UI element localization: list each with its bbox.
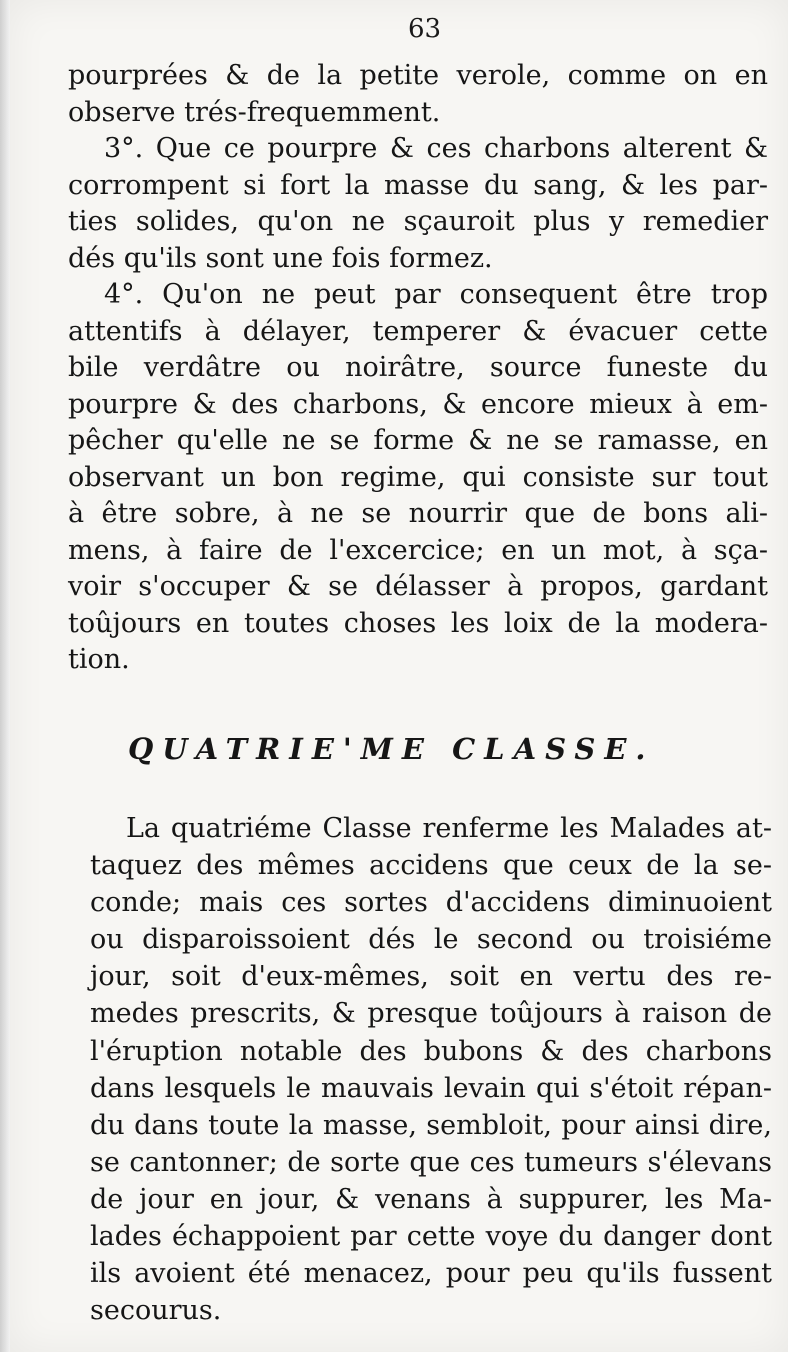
text-line: bile verdâtre ou noirâtre, source funeste du — [68, 352, 768, 383]
text-line: voir s'occuper & se délasser à propos, gardant — [68, 571, 768, 602]
section-heading: QUATRIE'ME CLASSE. — [128, 732, 655, 766]
text-line: pourprées & de la petite verole, comme on en — [68, 60, 768, 91]
text-line: taquez des mêmes accidens que ceux de la se- — [90, 850, 772, 882]
text-line: lades échappoient par cette voye du danger dont — [90, 1221, 772, 1253]
page-number: 63 — [408, 14, 442, 44]
text-line: à être sobre, à ne se nourrir que de bons ali- — [68, 498, 768, 529]
text-line: observe trés-frequemment. — [68, 96, 441, 128]
text-line: pourpre & des charbons, & encore mieux à em- — [68, 388, 768, 420]
text-line: 3°. Que ce pourpre & ces charbons alterent & — [104, 133, 768, 164]
text-line: tion. — [68, 644, 130, 675]
text-line: dés qu'ils sont une fois formez. — [68, 242, 493, 274]
text-line: toûjours en toutes choses les loix de la modera- — [68, 607, 768, 639]
text-line: de jour en jour, & venans à suppurer, les Ma- — [90, 1183, 772, 1215]
text-line: mens, à faire de l'excercice; en un mot, à sça- — [68, 534, 768, 566]
book-page — [10, 0, 788, 1352]
text-line: du dans toute la masse, sembloit, pour ainsi dire, — [90, 1109, 772, 1141]
text-line: 4°. Qu'on ne peut par consequent être trop — [104, 279, 768, 310]
text-line: corrompent si fort la masse du sang, & les par- — [68, 169, 768, 201]
text-line: ou disparoissoient dés le second ou troisiéme — [90, 924, 772, 956]
page-gutter-shadow — [0, 0, 10, 1352]
text-line: dans lesquels le mauvais levain qui s'étoit répan- — [90, 1072, 772, 1104]
text-line: jour, soit d'eux-mêmes, soit en vertu des re- — [90, 961, 772, 993]
paragraph-continuation — [68, 58, 768, 679]
section-paragraph — [90, 810, 772, 1329]
text-line: secourus. — [90, 1295, 222, 1327]
text-line: medes prescrits, & presque toûjours à raison de — [90, 998, 772, 1030]
text-line: se cantonner; de sorte que ces tumeurs s'élevans — [90, 1146, 772, 1178]
text-line: pêcher qu'elle ne se forme & ne se ramasse, en — [68, 425, 768, 456]
text-line: l'éruption notable des bubons & des charbons — [90, 1035, 772, 1067]
text-line: ties solides, qu'on ne sçauroit plus y remedier — [68, 206, 768, 237]
text-line: La quatriéme Classe renferme les Malades at- — [126, 813, 772, 844]
text-line: conde; mais ces sortes d'accidens diminuoient — [90, 887, 772, 919]
text-line: attentifs à délayer, temperer & évacuer cette — [68, 315, 768, 347]
text-line: ils avoient été menacez, pour peu qu'ils fussent — [90, 1258, 772, 1290]
text-line: observant un bon regime, qui consiste sur tout — [68, 461, 768, 493]
